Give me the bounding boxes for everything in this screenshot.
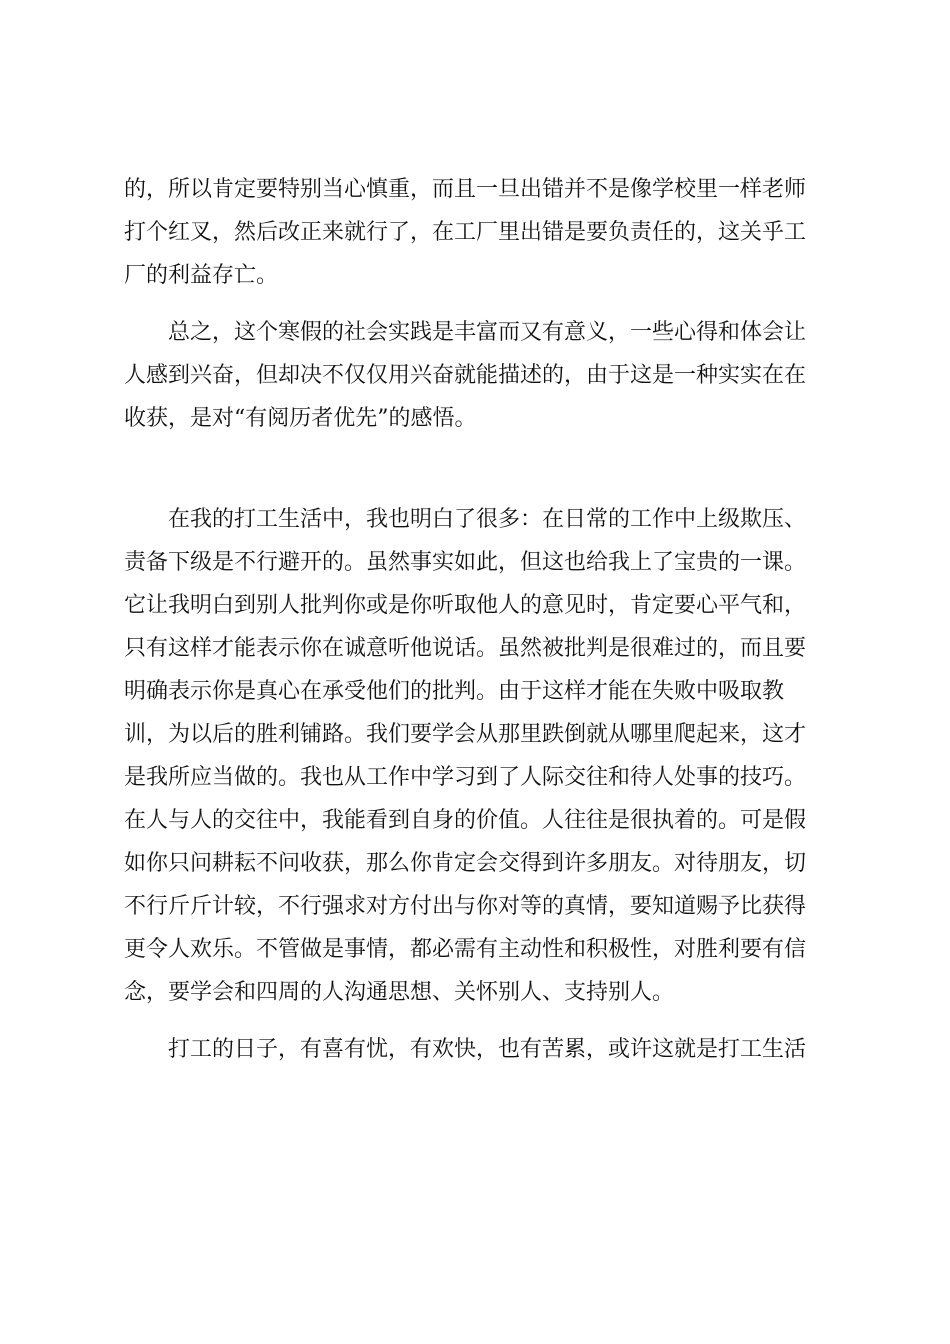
text-line: 明确表示你是真心在承受他们的批判。由于这样才能在失败中吸取教 (124, 679, 785, 704)
text-line: 如你只问耕耘不问收获，那么你肯定会交得到许多朋友。对待朋友，切 (124, 851, 807, 876)
text-line: 是我所应当做的。我也从工作中学习到了人际交往和待人处事的技巧。 (124, 765, 807, 790)
text-line: 它让我明白到别人批判你或是你听取他人的意见时，肯定要心平气和， (124, 593, 807, 618)
text-line: 总之，这个寒假的社会实践是丰富而又有意义，一些心得和体会让 (168, 320, 807, 345)
paragraph-1 (124, 168, 834, 297)
text-line: 更令人欢乐。不管做是事情，都必需有主动性和积极性，对胜利要有信 (124, 937, 807, 962)
paragraph-2 (124, 311, 834, 440)
text-line: 训，为以后的胜利铺路。我们要学会从那里跌倒就从哪里爬起来，这才 (124, 722, 807, 747)
text-line: 责备下级是不行避开的。虽然事实如此，但这也给我上了宝贵的一课。 (124, 550, 807, 575)
text-line: 厂的利益存亡。 (124, 263, 279, 288)
text-line: 人感到兴奋，但却决不仅仅用兴奋就能描述的，由于这是一种实实在在 (124, 363, 807, 388)
paragraph-3 (124, 498, 834, 1014)
text-line: 打工的日子，有喜有忧，有欢快，也有苦累，或许这就是打工生活 (168, 1037, 807, 1062)
text-line: 在人与人的交往中，我能看到自身的价值。人往往是很执着的。可是假 (124, 808, 807, 833)
text-line: 不行斤斤计较，不行强求对方付出与你对等的真情，要知道赐予比获得 (124, 894, 807, 919)
text-line: 打个红叉，然后改正来就行了，在工厂里出错是要负责任的，这关乎工 (124, 220, 807, 245)
text-line: 只有这样才能表示你在诚意听他说话。虽然被批判是很难过的，而且要 (124, 636, 807, 661)
paragraph-4 (124, 1028, 834, 1071)
document-page (124, 168, 834, 1085)
text-line: 念，要学会和四周的人沟通思想、关怀别人、支持别人。 (124, 980, 675, 1005)
text-line: 在我的打工生活中，我也明白了很多：在日常的工作中上级欺压、 (168, 507, 807, 532)
text-line: 的，所以肯定要特别当心慎重，而且一旦出错并不是像学校里一样老师 (124, 177, 807, 202)
paragraph-gap (124, 454, 834, 498)
text-line: 收获，是对“有阅历者优先”的感悟。 (124, 406, 477, 431)
